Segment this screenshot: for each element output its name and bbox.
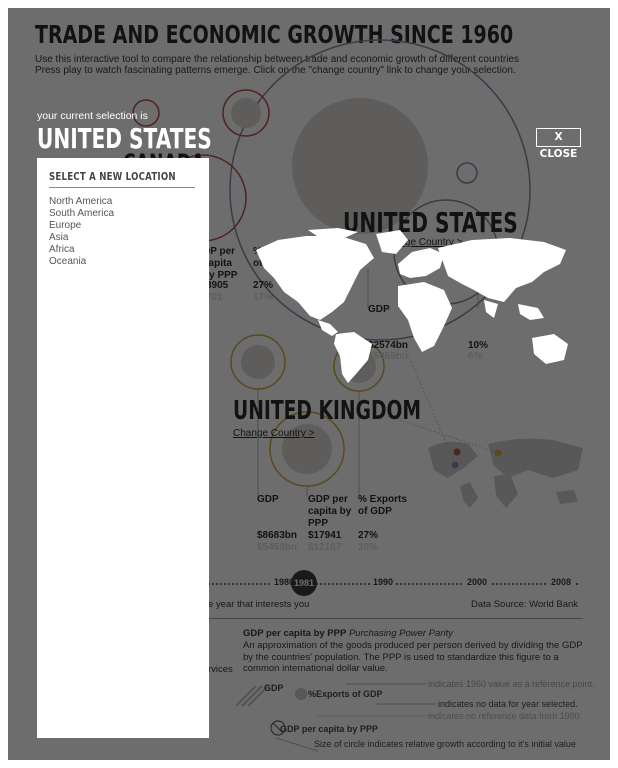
panel-title: SELECT A NEW LOCATION [49, 170, 176, 183]
selection-label: your current selection is [37, 110, 148, 122]
panel-divider [49, 187, 195, 188]
selected-country: UNITED STATES [37, 122, 212, 155]
location-panel [37, 158, 209, 738]
world-map[interactable] [248, 228, 573, 383]
location-north-america[interactable]: North America [49, 196, 113, 207]
location-asia[interactable]: Asia [49, 232, 69, 243]
close-button[interactable]: X CLOSE [536, 128, 581, 147]
location-south-america[interactable]: South America [49, 208, 115, 219]
location-europe[interactable]: Europe [49, 220, 82, 231]
location-list [49, 196, 114, 268]
location-oceania[interactable]: Oceania [49, 256, 87, 267]
location-africa[interactable]: Africa [49, 244, 75, 255]
